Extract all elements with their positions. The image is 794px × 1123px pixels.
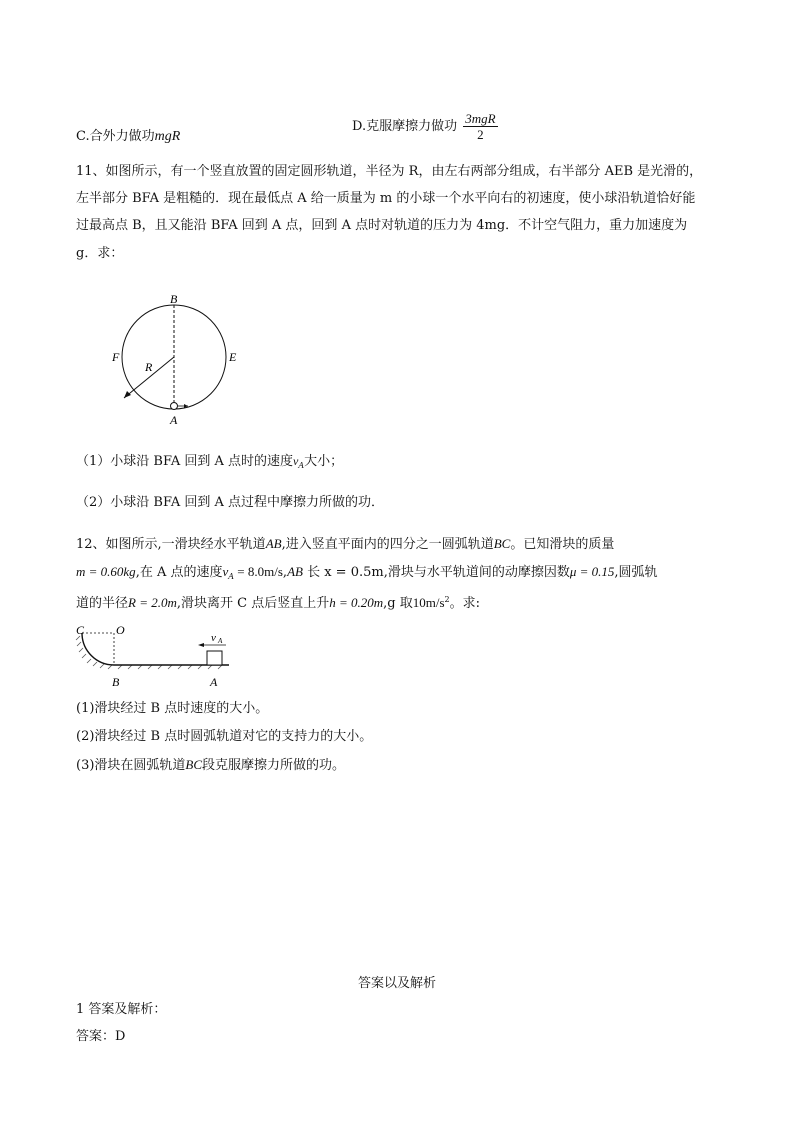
q12-line-3-c: ,g 取 [383, 596, 413, 611]
q12-mu: μ = 0.15 [569, 564, 615, 579]
q12-height: h = 0.20m [329, 595, 384, 610]
q12-velocity-var: v [222, 564, 229, 579]
q10-option-d-numerator: 3mgR [465, 111, 496, 126]
q12-velocity-subscript: A [228, 572, 235, 581]
q10-option-c-math: mgR [154, 129, 181, 144]
q12-line-1-bc: BC [493, 536, 511, 551]
answer-1-title: 1 答案及解析： [76, 1002, 167, 1017]
q12-line-1 [76, 535, 614, 554]
q11-sub-1-text: （1）小球沿 BFA 回到 A 点时的速度 [76, 454, 294, 469]
label-b: B [112, 675, 120, 689]
q11-sub-1-var: v [293, 454, 299, 468]
slider-block [207, 651, 222, 665]
q11-line-1: 11、如图所示，有一个竖直放置的固定圆形轨道，半径为 R，由左右两部分组成，右半部分 AEB 是光滑的， [76, 164, 703, 179]
q12-line-3-d: 。求: [449, 596, 481, 611]
q11-sub-1-subscript: A [298, 461, 305, 470]
q12-radius: R = 2.0m [128, 595, 177, 610]
label-r: R [145, 360, 153, 374]
q12-g-exponent: 2 [444, 595, 450, 604]
velocity-arrowhead [198, 643, 204, 647]
label-e: E [229, 350, 237, 364]
q12-line-2-d: ,圆弧轨 [614, 565, 658, 580]
label-c: C [76, 623, 85, 637]
q11-line-4: g．求： [76, 246, 124, 261]
q10-option-c [76, 125, 180, 145]
q12-line-2-b: , [282, 565, 288, 580]
q12-line-3-a: 道的半径 [76, 596, 129, 611]
q10-option-c-text: C.合外力做功 [76, 129, 155, 144]
q12-line-1-suffix: 。已知滑块的质量 [510, 537, 615, 552]
q12-line-1-ab: AB [265, 536, 282, 551]
q12-line-2-ab: AB [287, 564, 303, 579]
q10-option-d-denominator: 2 [477, 127, 484, 142]
q12-mass: m = 0.60kg [76, 564, 136, 579]
q11-sub-2: （2）小球沿 BFA 回到 A 点过程中摩擦力所做的功． [76, 495, 385, 510]
q11-sub-1 [76, 452, 343, 475]
q12-line-1-text: 12、如图所示,一滑块经水平轨道 [76, 537, 266, 552]
q12-sub-2: (2)滑块经过 B 点时圆弧轨道对它的支持力的大小。 [76, 729, 373, 744]
q12-sub-3-bc: BC [185, 757, 203, 772]
answers-heading: 答案以及解析 [357, 976, 436, 991]
label-a: A [210, 675, 218, 689]
q12-length: 长 x = 0.5m [302, 565, 384, 580]
label-v-subscript: A [218, 637, 223, 645]
answer-1-value: 答案：D [76, 1029, 126, 1044]
q12-velocity-value: = 8.0m/s [234, 564, 283, 579]
q12-line-2 [76, 563, 658, 586]
ball [171, 403, 178, 410]
radius-arrowhead [124, 391, 131, 398]
q11-line-2: 左半部分 BFA 是粗糙的．现在最低点 A 给一质量为 m 的小球一个水平向右的初速度，使小球沿轨道恰好能 [76, 191, 696, 206]
q10-option-d [352, 111, 498, 142]
label-v: v [211, 632, 216, 644]
q10-option-d-fraction [463, 111, 497, 142]
track-hatching [76, 636, 222, 669]
q11-circle-figure [100, 290, 260, 430]
q10-option-d-text: D.克服摩擦力做功 [352, 119, 458, 134]
q12-sub-3 [76, 756, 345, 775]
q12-g-value: 10m/s [412, 595, 445, 610]
label-b: B [170, 292, 178, 306]
label-o: O [116, 623, 125, 637]
q12-line-3 [76, 591, 480, 613]
q11-sub-1-suffix: 大小； [304, 454, 344, 469]
q12-sub-1: (1)滑块经过 B 点时速度的大小。 [76, 701, 269, 716]
q12-track-figure [74, 620, 234, 692]
label-f: F [112, 350, 120, 364]
q12-line-2-a: ,在 A 点的速度 [135, 565, 223, 580]
q12-sub-3-text: (3)滑块在圆弧轨道 [76, 758, 186, 773]
q12-line-3-b: ,滑块离开 C 点后竖直上升 [176, 596, 330, 611]
q12-line-2-c: ,滑块与水平轨道间的动摩擦因数 [383, 565, 570, 580]
label-a: A [170, 413, 178, 427]
q12-line-1-mid: ,进入竖直平面内的四分之一圆弧轨道 [281, 537, 494, 552]
q12-sub-3-suffix: 段克服摩擦力所做的功。 [202, 758, 346, 773]
q11-line-3: 过最高点 B，且又能沿 BFA 回到 A 点，回到 A 点时对轨道的压力为 4mg．不计空气阻力，重力加速度为 [76, 218, 688, 233]
